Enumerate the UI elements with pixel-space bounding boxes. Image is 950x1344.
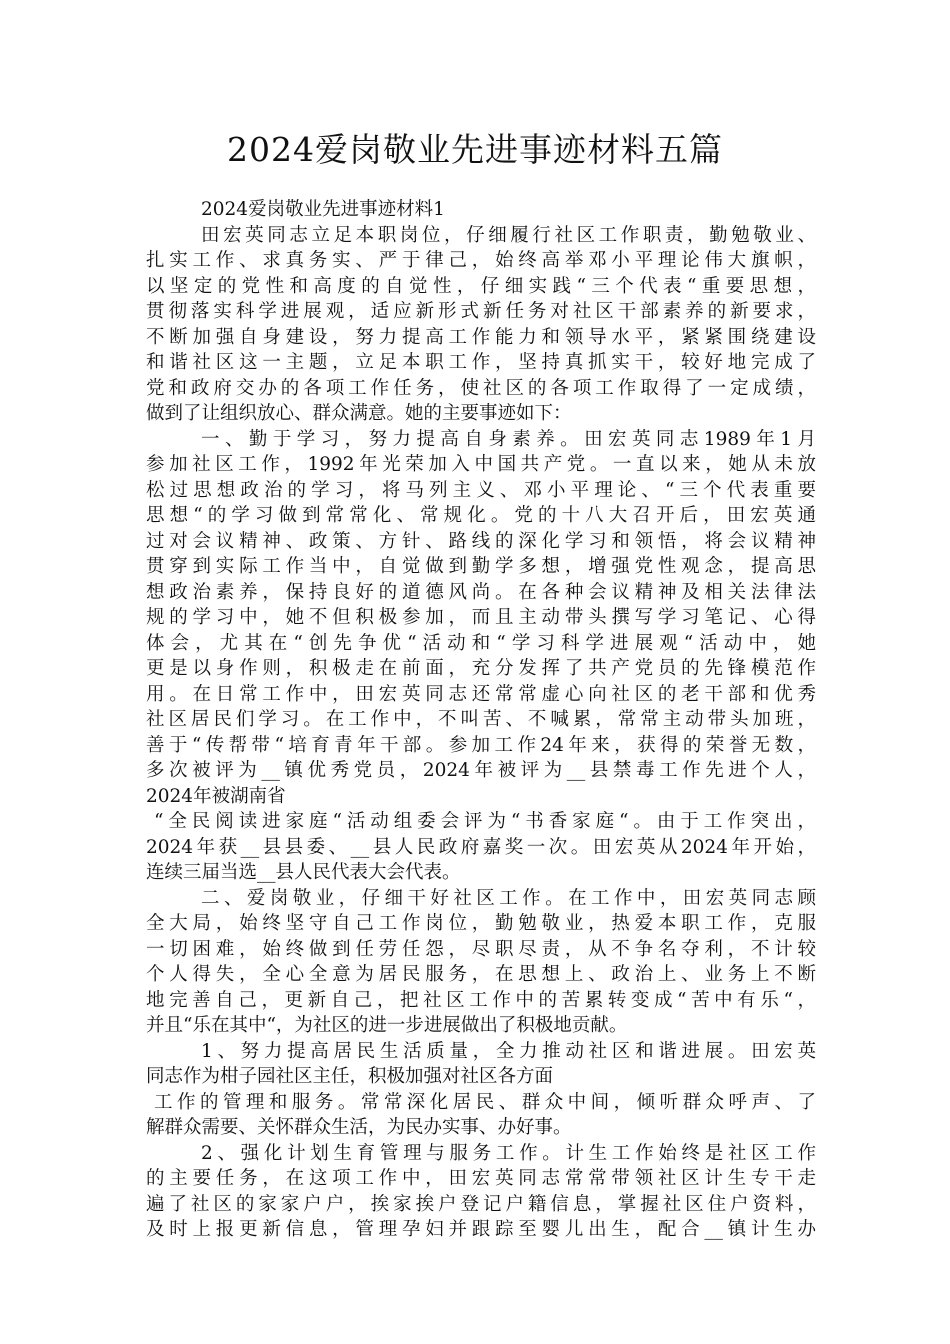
text-line: 2024年获__县县委、__县人民政府嘉奖一次。田宏英从2024年开始， <box>146 836 816 858</box>
text-line: 更是以身作则，积极走在前面，充分发挥了共产党员的先锋模范作 <box>146 658 816 679</box>
text-line: 工作的管理和服务。常常深化居民、群众中间，倾听群众呼声、了 <box>154 1091 816 1113</box>
text-line: 二、爱岗敬业，仔细干好社区工作。在工作中，田宏英同志顾 <box>201 887 816 909</box>
text-line: 2024爱岗敬业先进事迹材料1 <box>201 199 445 220</box>
text-line: 以坚定的党性和高度的自觉性，仔细实践“三个代表“重要思想， <box>146 275 816 297</box>
text-line: 社区居民们学习。在工作中，不叫苦、不喊累，常常主动带头加班， <box>146 709 816 730</box>
text-line: 扎实工作、求真务实、严于律己，始终高举邓小平理论伟大旗帜， <box>146 250 816 271</box>
text-line: 参加社区工作，1992年光荣加入中国共产党。一直以来，她从未放 <box>146 454 816 475</box>
text-line: 党和政府交办的各项工作任务，使社区的各项工作取得了一定成绩， <box>146 377 816 399</box>
text-line: 遍了社区的家家户户，挨家挨户登记户籍信息，掌握社区住户资料， <box>146 1193 816 1215</box>
text-line: 一、勤于学习，努力提高自身素养。田宏英同志1989年1月 <box>201 428 816 450</box>
text-line: 全大局，始终坚守自己工作岗位，勤勉敬业，热爱本职工作，克服 <box>146 913 816 934</box>
text-line: 用。在日常工作中，田宏英同志还常常虚心向社区的老干部和优秀 <box>146 683 816 705</box>
text-line: 个人得失，全心全意为居民服务，在思想上、政治上、业务上不断 <box>146 964 816 985</box>
text-line: 2、强化计划生育管理与服务工作。计生工作始终是社区工作 <box>201 1142 816 1164</box>
text-line: 过对会议精神、政策、方针、路线的深化学习和领悟，将会议精神 <box>146 530 816 552</box>
text-line: 解群众需要、关怀群众生活，为民办实事、办好事。 <box>146 1117 572 1138</box>
text-line: 思想“的学习做到常常化、常规化。党的十八大召开后，田宏英通 <box>146 505 816 526</box>
text-line: “全民阅读进家庭“活动组委会评为“书香家庭“。由于工作突出， <box>154 811 816 832</box>
text-line: 松过思想政治的学习，将马列主义、邓小平理论、“三个代表重要 <box>146 479 816 501</box>
text-line: 同志作为柑子园社区主任，积极加强对社区各方面 <box>146 1066 554 1087</box>
text-line: 连续三届当选__县人民代表大会代表。 <box>146 862 461 883</box>
text-line: 和谐社区这一主题，立足本职工作，坚持真抓实干，较好地完成了 <box>146 352 816 373</box>
text-line: 善于“传帮带“培育青年干部。参加工作24年来，获得的荣誉无数， <box>146 734 816 756</box>
text-line: 的主要任务，在这项工作中，田宏英同志常常带领社区计生专干走 <box>146 1168 816 1189</box>
text-line: 贯穿到实际工作当中，自觉做到勤学多想，增强党性观念，提高思 <box>146 556 816 577</box>
text-line: 规的学习中，她不但积极参加，而且主动带头撰写学习笔记、心得 <box>146 607 816 628</box>
text-line: 田宏英同志立足本职岗位，仔细履行社区工作职责，勤勉敬业、 <box>201 224 816 246</box>
text-line: 地完善自己，更新自己，把社区工作中的苦累转变成“苦中有乐“， <box>146 989 816 1011</box>
text-line: 并且“乐在其中“，为社区的进一步进展做出了积极地贡献。 <box>146 1015 628 1036</box>
text-line: 一切困难，始终做到任劳任怨，尽职尽责，从不争名夺利，不计较 <box>146 938 816 960</box>
text-line: 想政治素养，保持良好的道德风尚。在各种会议精神及相关法律法 <box>146 581 816 603</box>
text-line: 多次被评为__镇优秀党员，2024年被评为__县禁毒工作先进个人， <box>146 760 816 781</box>
text-line: 1、努力提高居民生活质量，全力推动社区和谐进展。田宏英 <box>201 1040 816 1062</box>
text-line: 2024年被湖南省 <box>146 785 286 807</box>
text-line: 及时上报更新信息，管理孕妇并跟踪至婴儿出生，配合__镇计生办 <box>146 1219 816 1240</box>
document-body <box>146 197 816 1243</box>
document-title: 2024爱岗敬业先进事迹材料五篇 <box>227 130 723 169</box>
text-line: 不断加强自身建设，努力提高工作能力和领导水平，紧紧围绕建设 <box>146 326 816 348</box>
text-line: 贯彻落实科学进展观，适应新形式新任务对社区干部素养的新要求， <box>146 301 816 322</box>
text-line: 做到了让组织放心、群众满意。她的主要事迹如下： <box>146 403 572 424</box>
text-line: 体会，尤其在“创先争优“活动和“学习科学进展观“活动中，她 <box>146 632 816 654</box>
